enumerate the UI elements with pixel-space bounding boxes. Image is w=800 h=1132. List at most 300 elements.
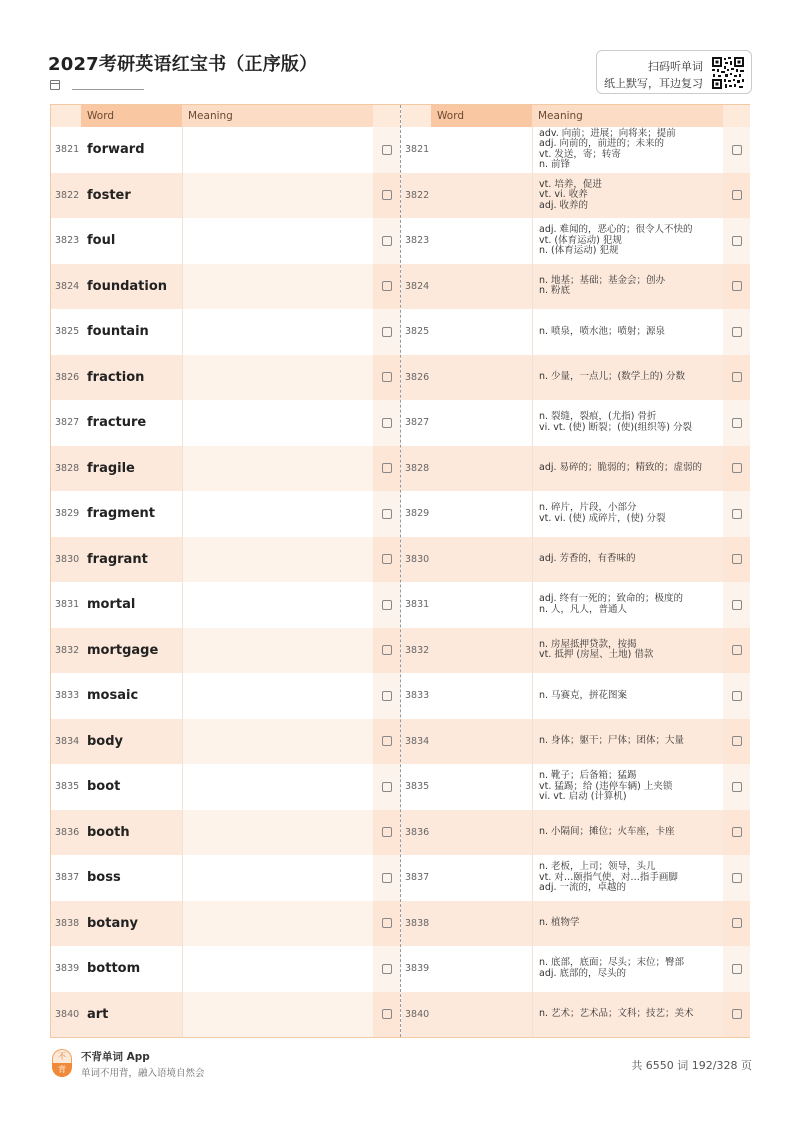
meaning-cell — [532, 400, 723, 446]
row-number: 3822 — [405, 189, 430, 201]
checkbox-cell[interactable] — [723, 901, 750, 947]
word-table-header — [51, 105, 400, 127]
table-row — [51, 628, 400, 674]
table-row — [401, 992, 750, 1038]
row-number: 3831 — [405, 599, 430, 611]
checkbox[interactable] — [382, 190, 392, 200]
vocab-word: fragrant — [87, 551, 148, 567]
checkbox-cell[interactable] — [373, 946, 400, 992]
checkbox[interactable] — [732, 1009, 742, 1019]
meaning-line: n. 植物学 — [539, 917, 580, 928]
row-number: 3832 — [405, 644, 430, 656]
checkbox-cell[interactable] — [373, 582, 400, 628]
table-row — [401, 491, 750, 537]
vocab-word: foster — [87, 187, 131, 203]
meaning-cell — [532, 719, 723, 765]
table-row — [401, 173, 750, 219]
checkbox[interactable] — [382, 236, 392, 246]
meaning-line: n. (体育运动) 犯规 — [539, 245, 619, 256]
meaning-blank[interactable] — [182, 764, 373, 810]
checkbox[interactable] — [732, 509, 742, 519]
meaning-line: vt. 对…颐指气使，对…指手画脚 — [539, 871, 678, 883]
meaning-blank[interactable] — [182, 173, 373, 219]
meaning-line: n. 底部，底面；尽头；末位；臀部 — [539, 957, 685, 969]
qr-code-icon[interactable] — [711, 56, 745, 90]
meaning-blank[interactable] — [182, 264, 373, 310]
row-number: 3840 — [405, 1008, 430, 1020]
checkbox[interactable] — [382, 918, 392, 928]
meaning-lines — [539, 503, 666, 524]
table-row — [401, 901, 750, 947]
date-blank-line — [72, 80, 144, 90]
meaning-lines — [539, 463, 702, 474]
table-row — [401, 855, 750, 901]
checkbox-cell[interactable] — [723, 218, 750, 264]
vocab-word: forward — [87, 142, 145, 158]
meaning-line: n. 少量，一点儿；(数学上的) 分数 — [539, 371, 685, 382]
meaning-line: n. 前锋 — [539, 159, 571, 171]
meaning-lines — [539, 640, 653, 661]
table-row — [401, 582, 750, 628]
checkbox-cell[interactable] — [723, 537, 750, 583]
checkbox[interactable] — [382, 463, 392, 473]
meaning-blank[interactable] — [182, 127, 373, 173]
meaning-line: n. 粉底 — [539, 285, 571, 297]
row-number: 3830 — [405, 553, 430, 565]
row-number: 3834 — [55, 735, 80, 747]
meaning-line: vt. vi. 收养 — [539, 189, 588, 200]
page-title: 2027考研英语红宝书（正序版） — [48, 54, 318, 75]
meaning-line: n. 小隔间；摊位；火车座，卡座 — [539, 826, 675, 837]
checkbox-cell[interactable] — [373, 901, 400, 947]
row-number: 3840 — [55, 1008, 80, 1020]
header-meaning: Meaning — [182, 105, 373, 127]
meaning-cell — [532, 218, 723, 264]
checkbox-cell[interactable] — [723, 946, 750, 992]
table-row — [401, 719, 750, 765]
row-number: 3839 — [55, 963, 80, 975]
meaning-blank[interactable] — [182, 582, 373, 628]
vocab-word: art — [87, 1006, 109, 1022]
vocab-word: bottom — [87, 961, 141, 977]
vocab-word: foundation — [87, 278, 168, 294]
checkbox[interactable] — [382, 327, 392, 337]
vocab-word: fraction — [87, 369, 145, 385]
row-number: 3825 — [55, 326, 80, 338]
table-row — [401, 400, 750, 446]
vocab-word: boot — [87, 779, 121, 795]
meaning-cell — [532, 491, 723, 537]
meaning-line: vt. 抵押 (房屋、土地) 借款 — [539, 649, 654, 661]
table-row — [401, 218, 750, 264]
checkbox[interactable] — [382, 281, 392, 291]
meaning-cell — [532, 810, 723, 856]
table-row — [401, 764, 750, 810]
checkbox[interactable] — [382, 736, 392, 746]
checkbox[interactable] — [732, 418, 742, 428]
table-row — [401, 127, 750, 173]
meaning-line: n. 碎片，片段，小部分 — [539, 502, 637, 514]
meaning-lines — [539, 327, 665, 338]
table-row — [51, 491, 400, 537]
meaning-lines — [539, 554, 636, 565]
meaning-lines — [539, 958, 684, 979]
meaning-line: n. 艺术；艺术品；文科；技艺；美术 — [539, 1008, 694, 1019]
checkbox[interactable] — [732, 463, 742, 473]
meaning-blank[interactable] — [182, 309, 373, 355]
checkbox[interactable] — [732, 691, 742, 701]
checkbox-cell[interactable] — [373, 537, 400, 583]
row-number: 3824 — [55, 280, 80, 292]
meaning-line: adj. 收养的 — [539, 199, 589, 211]
vocab-word: mosaic — [87, 688, 139, 704]
checkbox[interactable] — [382, 691, 392, 701]
meaning-blank[interactable] — [182, 218, 373, 264]
table-row — [51, 810, 400, 856]
checkbox[interactable] — [732, 645, 742, 655]
checkbox[interactable] — [732, 554, 742, 564]
checkbox-cell[interactable] — [373, 173, 400, 219]
checkbox[interactable] — [732, 236, 742, 246]
checkbox-cell[interactable] — [373, 218, 400, 264]
meaning-line: n. 马赛克，拼花图案 — [539, 689, 628, 701]
checkbox-cell[interactable] — [723, 673, 750, 719]
checkbox-cell[interactable] — [373, 491, 400, 537]
checkbox-cell[interactable] — [723, 400, 750, 446]
table-row — [401, 628, 750, 674]
checkbox-cell[interactable] — [373, 764, 400, 810]
checkbox[interactable] — [382, 645, 392, 655]
row-number: 3831 — [55, 599, 80, 611]
checkbox[interactable] — [382, 964, 392, 974]
checkbox-cell[interactable] — [373, 446, 400, 492]
checkbox[interactable] — [382, 372, 392, 382]
meaning-cell — [532, 992, 723, 1038]
table-row — [401, 355, 750, 401]
header-word: Word — [81, 105, 182, 127]
meaning-line: adj. 向前的，前进的；未来的 — [539, 138, 665, 150]
checkbox[interactable] — [732, 827, 742, 837]
meaning-line: adj. 难闻的，恶心的；很令人不快的 — [539, 224, 693, 235]
meaning-line: n. 喷泉，喷水池；喷射；源泉 — [539, 325, 666, 337]
table-row — [401, 673, 750, 719]
meaning-table-header — [401, 105, 750, 127]
vocab-word: botany — [87, 915, 138, 931]
row-number: 3835 — [405, 781, 430, 793]
vocab-word: fracture — [87, 415, 147, 431]
meaning-blank[interactable] — [182, 673, 373, 719]
meaning-blank[interactable] — [182, 810, 373, 856]
row-number: 3828 — [405, 462, 430, 474]
meaning-lines — [539, 225, 693, 257]
row-number: 3837 — [55, 872, 80, 884]
table-row — [401, 446, 750, 492]
table-row — [51, 719, 400, 765]
checkbox-cell[interactable] — [723, 855, 750, 901]
checkbox-cell[interactable] — [723, 992, 750, 1038]
row-number: 3829 — [405, 508, 430, 520]
table-row — [51, 537, 400, 583]
meaning-line: vt. vi. (使) 成碎片，(使) 分裂 — [539, 512, 666, 524]
checkbox-cell[interactable] — [723, 810, 750, 856]
table-row — [401, 810, 750, 856]
meaning-lines — [539, 862, 678, 894]
meaning-cell — [532, 127, 723, 173]
checkbox-cell[interactable] — [723, 355, 750, 401]
checkbox-cell[interactable] — [723, 173, 750, 219]
row-number: 3838 — [405, 917, 430, 929]
meaning-line: n. 老板，上司；领导，头儿 — [539, 861, 656, 872]
meaning-blank[interactable] — [182, 400, 373, 446]
meaning-lines — [539, 276, 665, 297]
header-word-right: Word — [431, 105, 532, 127]
checkbox[interactable] — [732, 327, 742, 337]
row-number: 3827 — [55, 417, 80, 429]
checkbox[interactable] — [732, 281, 742, 291]
logo-top: 不 — [52, 1049, 72, 1063]
vocab-sheet — [50, 104, 750, 1038]
meaning-cell — [532, 673, 723, 719]
meaning-line: n. 裂缝，裂痕，(尤指) 骨折 — [539, 411, 657, 423]
meaning-cell — [532, 173, 723, 219]
row-number: 3836 — [55, 826, 80, 838]
table-row — [51, 127, 400, 173]
meaning-line: adj. 一流的，卓越的 — [539, 882, 627, 893]
checkbox[interactable] — [732, 736, 742, 746]
meaning-cell — [532, 582, 723, 628]
checkbox-cell[interactable] — [373, 264, 400, 310]
meaning-line: adj. 芳香的，有香味的 — [539, 553, 636, 564]
meaning-blank[interactable] — [182, 855, 373, 901]
table-row — [401, 309, 750, 355]
meaning-line: n. 靴子；后备箱；猛踢 — [539, 770, 637, 781]
meaning-lines — [539, 736, 684, 747]
vocab-word: booth — [87, 824, 130, 840]
word-rows — [51, 127, 400, 1037]
table-row — [51, 764, 400, 810]
row-number: 3825 — [405, 326, 430, 338]
table-row — [51, 400, 400, 446]
table-row — [401, 537, 750, 583]
qr-card[interactable] — [596, 50, 752, 94]
checkbox-cell[interactable] — [723, 628, 750, 674]
meaning-lines — [539, 918, 580, 929]
row-number: 3826 — [55, 371, 80, 383]
checkbox-cell[interactable] — [723, 127, 750, 173]
row-number: 3822 — [55, 189, 80, 201]
table-row — [51, 173, 400, 219]
table-row — [51, 309, 400, 355]
qr-line2: 纸上默写，耳边复习 — [604, 77, 703, 90]
row-number: 3832 — [55, 644, 80, 656]
row-number: 3828 — [55, 462, 80, 474]
table-row — [51, 946, 400, 992]
meaning-blank[interactable] — [182, 992, 373, 1038]
meaning-cell — [532, 446, 723, 492]
meaning-cell — [532, 537, 723, 583]
checkbox-cell[interactable] — [373, 628, 400, 674]
checkbox-cell[interactable] — [373, 400, 400, 446]
checkbox-cell[interactable] — [723, 309, 750, 355]
table-row — [51, 992, 400, 1038]
checkbox[interactable] — [382, 873, 392, 883]
table-row — [51, 264, 400, 310]
row-number: 3830 — [55, 553, 80, 565]
row-number: 3829 — [55, 508, 80, 520]
meaning-cell — [532, 855, 723, 901]
row-number: 3833 — [405, 690, 430, 702]
checkbox-cell[interactable] — [373, 855, 400, 901]
meaning-blank[interactable] — [182, 719, 373, 765]
meaning-lines — [539, 180, 602, 212]
meaning-blank[interactable] — [182, 537, 373, 583]
checkbox[interactable] — [382, 145, 392, 155]
meaning-cell — [532, 764, 723, 810]
row-number: 3823 — [405, 235, 430, 247]
checkbox-cell[interactable] — [373, 673, 400, 719]
checkbox-cell[interactable] — [723, 491, 750, 537]
meaning-cell — [532, 309, 723, 355]
meaning-lines — [539, 771, 672, 803]
meaning-line: adj. 终有一死的；致命的；极度的 — [539, 593, 684, 605]
logo-bottom: 背 — [52, 1063, 72, 1077]
checkbox[interactable] — [732, 372, 742, 382]
meaning-blank[interactable] — [182, 355, 373, 401]
table-row — [51, 855, 400, 901]
row-number: 3835 — [55, 781, 80, 793]
table-row — [401, 946, 750, 992]
page-info: 共 6550 词 192/328 页 — [631, 1059, 752, 1072]
meaning-cell — [532, 264, 723, 310]
checkbox-cell[interactable] — [723, 264, 750, 310]
vocab-word: mortal — [87, 597, 136, 613]
meaning-lines — [539, 691, 627, 702]
qr-line1: 扫码听单词 — [648, 60, 703, 73]
checkbox[interactable] — [732, 145, 742, 155]
row-number: 3834 — [405, 735, 430, 747]
row-number: 3821 — [55, 144, 80, 156]
vocab-word: foul — [87, 233, 116, 249]
checkbox[interactable] — [382, 418, 392, 428]
checkbox-cell[interactable] — [373, 992, 400, 1038]
header-meaning-right: Meaning — [532, 105, 723, 127]
vocab-word: fountain — [87, 324, 149, 340]
meaning-line: vt. (体育运动) 犯规 — [539, 234, 622, 246]
checkbox[interactable] — [382, 827, 392, 837]
meaning-lines — [539, 129, 676, 171]
meaning-cell — [532, 946, 723, 992]
meaning-cell — [532, 901, 723, 947]
meaning-line: vt. 发送，寄；转寄 — [539, 148, 621, 160]
row-number: 3837 — [405, 872, 430, 884]
meaning-line: adv. 向前；进展；向将来；提前 — [539, 127, 676, 139]
checkbox-cell[interactable] — [373, 810, 400, 856]
meaning-line: adj. 底部的，尽头的 — [539, 967, 627, 979]
meaning-column — [401, 105, 750, 1037]
meaning-lines — [539, 372, 685, 383]
checkbox[interactable] — [382, 554, 392, 564]
meaning-line: adj. 易碎的；脆弱的；精致的；虚弱的 — [539, 462, 703, 473]
word-column — [51, 105, 400, 1037]
row-number: 3836 — [405, 826, 430, 838]
meaning-line: n. 身体；躯干；尸体；团体；大量 — [539, 735, 685, 746]
checkbox-cell[interactable] — [373, 127, 400, 173]
checkbox-cell[interactable] — [723, 719, 750, 765]
vocab-word: boss — [87, 870, 121, 886]
meaning-line: n. 房屋抵押贷款，按揭 — [539, 638, 637, 650]
row-number: 3821 — [405, 144, 430, 156]
footer-slogan: 单词不用背，融入语境自然会 — [81, 1068, 205, 1079]
meaning-lines — [539, 1009, 694, 1020]
checkbox[interactable] — [732, 782, 742, 792]
meaning-blank[interactable] — [182, 491, 373, 537]
table-row — [51, 582, 400, 628]
row-number: 3839 — [405, 963, 430, 975]
checkbox[interactable] — [382, 509, 392, 519]
meaning-line: vi. vt. (使) 断裂；(使)(组织等) 分裂 — [539, 421, 692, 433]
checkbox-cell[interactable] — [373, 309, 400, 355]
checkbox[interactable] — [732, 873, 742, 883]
checkbox[interactable] — [732, 600, 742, 610]
vocab-word: fragile — [87, 460, 135, 476]
meaning-line: n. 地基；基础；基金会；创办 — [539, 274, 666, 286]
table-row — [51, 355, 400, 401]
row-number: 3827 — [405, 417, 430, 429]
date-row — [50, 80, 144, 90]
meaning-cell — [532, 628, 723, 674]
table-row — [401, 264, 750, 310]
table-row — [51, 673, 400, 719]
meaning-line: vt. 培养，促进 — [539, 178, 602, 190]
checkbox[interactable] — [732, 918, 742, 928]
meaning-line: vi. vt. 启动 (计算机) — [539, 791, 627, 802]
row-number: 3826 — [405, 371, 430, 383]
meaning-blank[interactable] — [182, 901, 373, 947]
app-logo — [52, 1049, 72, 1077]
meaning-line: vt. 猛踢；给 (违停车辆) 上夹锁 — [539, 780, 673, 792]
vocab-word: body — [87, 733, 124, 749]
meaning-rows — [401, 127, 750, 1037]
table-row — [51, 901, 400, 947]
checkbox-cell[interactable] — [723, 446, 750, 492]
meaning-lines — [539, 412, 692, 433]
checkbox-cell[interactable] — [373, 719, 400, 765]
checkbox-cell[interactable] — [373, 355, 400, 401]
footer-app-name: 不背单词 App — [81, 1051, 150, 1063]
checkbox[interactable] — [382, 782, 392, 792]
vocab-word: mortgage — [87, 642, 159, 658]
checkbox[interactable] — [382, 1009, 392, 1019]
vocab-word: fragment — [87, 506, 155, 522]
calendar-icon — [50, 80, 60, 90]
checkbox[interactable] — [732, 964, 742, 974]
meaning-blank[interactable] — [182, 446, 373, 492]
checkbox-cell[interactable] — [723, 764, 750, 810]
row-number: 3838 — [55, 917, 80, 929]
checkbox[interactable] — [382, 600, 392, 610]
row-number: 3833 — [55, 690, 80, 702]
meaning-lines — [539, 594, 683, 615]
table-row — [51, 218, 400, 264]
meaning-line: n. 人，凡人，普通人 — [539, 603, 628, 615]
meaning-blank[interactable] — [182, 628, 373, 674]
meaning-blank[interactable] — [182, 946, 373, 992]
table-row — [51, 446, 400, 492]
checkbox[interactable] — [732, 190, 742, 200]
meaning-lines — [539, 827, 675, 838]
row-number: 3823 — [55, 235, 80, 247]
checkbox-cell[interactable] — [723, 582, 750, 628]
